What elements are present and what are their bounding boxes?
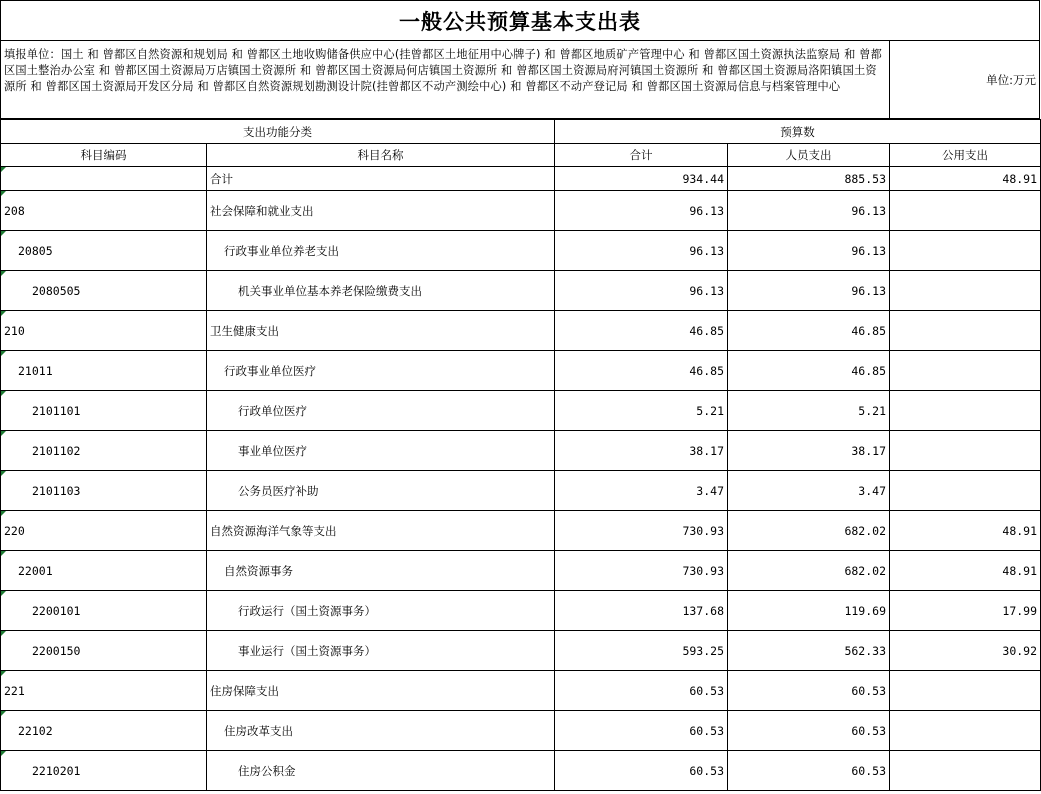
name-cell[interactable]	[207, 511, 555, 551]
table-row	[1, 311, 1041, 351]
total-code-cell[interactable]	[1, 167, 207, 191]
personnel-cell[interactable]	[728, 711, 890, 751]
personnel-cell-text: 96.13	[851, 243, 886, 258]
header-code: 科目编码	[1, 144, 207, 167]
total-cell[interactable]	[555, 271, 728, 311]
total-cell[interactable]	[555, 511, 728, 551]
total-cell[interactable]	[555, 471, 728, 511]
code-cell-text: 22102	[18, 723, 53, 738]
cell-flag-icon	[1, 751, 6, 756]
cell-flag-icon	[1, 431, 6, 436]
header-group-row	[1, 120, 1041, 144]
total-cell-text: 5.21	[696, 403, 724, 418]
code-cell[interactable]	[1, 191, 207, 231]
code-cell[interactable]	[1, 311, 207, 351]
cell-flag-icon	[1, 271, 6, 276]
personnel-cell-text: 682.02	[844, 523, 886, 538]
public-cell[interactable]	[890, 191, 1041, 231]
personnel-cell[interactable]	[728, 311, 890, 351]
public-cell[interactable]	[890, 471, 1041, 511]
total-personnel-cell[interactable]: 885.53	[728, 167, 890, 191]
name-cell[interactable]	[207, 271, 555, 311]
total-cell[interactable]	[555, 711, 728, 751]
code-cell-text: 2101101	[32, 403, 81, 418]
public-cell-text: 48.91	[1002, 563, 1038, 578]
personnel-cell[interactable]	[728, 271, 890, 311]
total-cell[interactable]	[555, 551, 728, 591]
code-cell-text: 22001	[18, 563, 53, 578]
name-cell-text: 事业运行（国土资源事务）	[238, 643, 376, 658]
name-cell[interactable]	[207, 471, 555, 511]
cell-flag-icon	[1, 711, 6, 716]
public-cell[interactable]	[890, 271, 1041, 311]
total-cell-text: 137.68	[682, 603, 724, 618]
cell-flag-icon	[1, 391, 6, 396]
total-cell-text: 730.93	[682, 563, 724, 578]
total-cell-text: 46.85	[689, 323, 724, 338]
public-cell[interactable]	[890, 591, 1041, 631]
unit-label: 单位:万元	[986, 72, 1036, 87]
cell-flag-icon	[1, 471, 6, 476]
header-total: 合计	[555, 144, 728, 167]
budget-table	[0, 119, 1041, 791]
info-row	[0, 40, 1040, 119]
code-cell-text: 2200150	[32, 643, 81, 658]
code-cell-text: 2101102	[32, 443, 81, 458]
total-cell-text: 60.53	[689, 723, 724, 738]
personnel-cell-text: 60.53	[851, 683, 886, 698]
name-cell-text: 行政事业单位养老支出	[224, 243, 339, 258]
code-cell-text: 2200101	[32, 603, 81, 618]
table-row	[1, 631, 1041, 671]
total-cell[interactable]	[555, 671, 728, 711]
personnel-cell-text: 5.21	[858, 403, 886, 418]
cell-flag-icon	[1, 591, 6, 596]
code-cell-text: 220	[4, 523, 25, 538]
name-cell[interactable]	[207, 671, 555, 711]
public-cell[interactable]	[890, 711, 1041, 751]
code-cell[interactable]	[1, 631, 207, 671]
header-public: 公用支出	[890, 144, 1041, 167]
name-cell-text: 住房保障支出	[210, 683, 279, 698]
total-cell-text: 38.17	[689, 443, 724, 458]
public-cell[interactable]	[890, 671, 1041, 711]
table-row	[1, 751, 1041, 791]
code-cell[interactable]	[1, 271, 207, 311]
code-cell-text: 210	[4, 323, 25, 338]
total-name-cell[interactable]: 合计	[207, 167, 555, 191]
name-cell-text: 行政单位医疗	[238, 403, 307, 418]
table-row	[1, 271, 1041, 311]
code-cell[interactable]	[1, 431, 207, 471]
name-cell-text: 住房改革支出	[224, 723, 293, 738]
code-cell[interactable]	[1, 671, 207, 711]
code-cell[interactable]	[1, 231, 207, 271]
name-cell-text: 自然资源海洋气象等支出	[210, 523, 337, 538]
public-cell[interactable]	[890, 391, 1041, 431]
name-cell-text: 住房公积金	[238, 763, 296, 778]
total-cell-text: 46.85	[689, 363, 724, 378]
total-total-cell[interactable]: 934.44	[555, 167, 728, 191]
cell-flag-icon	[1, 231, 6, 236]
code-cell[interactable]	[1, 591, 207, 631]
code-cell-text: 21011	[18, 363, 53, 378]
name-cell[interactable]	[207, 751, 555, 791]
name-cell[interactable]	[207, 191, 555, 231]
name-cell-text: 社会保障和就业支出	[210, 203, 314, 218]
name-cell-text: 卫生健康支出	[210, 323, 279, 338]
total-public-cell[interactable]: 48.91	[890, 167, 1041, 191]
name-cell-text: 公务员医疗补助	[238, 483, 319, 498]
personnel-cell-text: 46.85	[851, 323, 886, 338]
total-row	[1, 167, 1041, 191]
total-cell[interactable]	[555, 351, 728, 391]
total-cell[interactable]	[555, 391, 728, 431]
name-cell-text: 行政运行（国土资源事务）	[238, 603, 376, 618]
code-cell[interactable]	[1, 351, 207, 391]
public-cell-text: 30.92	[1002, 643, 1038, 658]
name-cell[interactable]	[207, 351, 555, 391]
name-cell[interactable]	[207, 591, 555, 631]
code-cell[interactable]	[1, 391, 207, 431]
header-function-class: 支出功能分类	[1, 120, 555, 144]
name-cell[interactable]	[207, 711, 555, 751]
total-cell[interactable]	[555, 751, 728, 791]
total-cell-text: 593.25	[682, 643, 724, 658]
personnel-cell-text: 96.13	[851, 283, 886, 298]
name-cell[interactable]	[207, 631, 555, 671]
personnel-cell[interactable]	[728, 191, 890, 231]
public-cell[interactable]	[890, 511, 1041, 551]
cell-flag-icon	[1, 191, 6, 196]
sheet-title: 一般公共预算基本支出表	[0, 0, 1040, 40]
public-cell[interactable]	[890, 431, 1041, 471]
public-cell[interactable]	[890, 351, 1041, 391]
cell-flag-icon	[1, 511, 6, 516]
total-cell[interactable]	[555, 431, 728, 471]
name-cell[interactable]	[207, 391, 555, 431]
total-cell-text: 60.53	[689, 683, 724, 698]
cell-flag-icon	[1, 671, 6, 676]
total-cell-text: 3.47	[696, 483, 724, 498]
public-cell[interactable]	[890, 231, 1041, 271]
fill-unit-label: 填报单位：国土 和 曾都区自然资源和规划局 和 曾都区土地收购储备供应中心(挂曾都区土地征用中心牌子) 和 曾都区地质矿产管理中心 和 曾都区国土资源执法监察局 和 曾都区国土整治办公室 和 曾都区国土资源局万店镇国土资源所 和 曾都区国土资源局何店镇国土资源所 和 曾都区国土资源局府河镇国土资源所 和 曾都区国土资源局洛阳镇国土资源所 和 曾都区国土资源局开发区分局 和 曾都区自然资源规划勘测设计院(挂曾都区不动产测绘中心) 和 曾都区不动产登记局 和 曾都区国土资源局信息与档案管理中心	[1, 41, 890, 118]
personnel-cell[interactable]	[728, 751, 890, 791]
personnel-cell[interactable]	[728, 551, 890, 591]
cell-flag-icon	[1, 311, 6, 316]
table-row	[1, 551, 1041, 591]
name-cell[interactable]	[207, 231, 555, 271]
total-cell[interactable]	[555, 311, 728, 351]
name-cell[interactable]	[207, 551, 555, 591]
name-cell[interactable]	[207, 431, 555, 471]
table-row	[1, 391, 1041, 431]
personnel-cell-text: 562.33	[844, 643, 886, 658]
table-row	[1, 591, 1041, 631]
table-row	[1, 231, 1041, 271]
personnel-cell[interactable]	[728, 351, 890, 391]
personnel-cell-text: 60.53	[851, 723, 886, 738]
personnel-cell[interactable]	[728, 391, 890, 431]
name-cell-text: 事业单位医疗	[238, 443, 307, 458]
total-cell-text: 730.93	[682, 523, 724, 538]
code-cell[interactable]	[1, 551, 207, 591]
code-cell-text: 208	[4, 203, 25, 218]
total-cell-text: 96.13	[689, 283, 724, 298]
personnel-cell-text: 96.13	[851, 203, 886, 218]
personnel-cell-text: 119.69	[844, 603, 886, 618]
public-cell[interactable]	[890, 551, 1041, 591]
cell-flag-icon	[1, 167, 6, 172]
table-row	[1, 431, 1041, 471]
public-cell[interactable]	[890, 311, 1041, 351]
code-cell[interactable]	[1, 471, 207, 511]
personnel-cell[interactable]	[728, 511, 890, 551]
table-row	[1, 671, 1041, 711]
personnel-cell-text: 682.02	[844, 563, 886, 578]
total-cell[interactable]	[555, 631, 728, 671]
personnel-cell-text: 38.17	[851, 443, 886, 458]
table-row	[1, 191, 1041, 231]
public-cell-text: 48.91	[1002, 523, 1038, 538]
cell-flag-icon	[1, 631, 6, 636]
total-cell[interactable]	[555, 591, 728, 631]
total-cell[interactable]	[555, 231, 728, 271]
header-name: 科目名称	[207, 144, 555, 167]
table-row	[1, 351, 1041, 391]
code-cell[interactable]	[1, 711, 207, 751]
total-cell-text: 60.53	[689, 763, 724, 778]
public-cell[interactable]	[890, 751, 1041, 791]
name-cell-text: 行政事业单位医疗	[224, 363, 316, 378]
code-cell-text: 221	[4, 683, 25, 698]
name-cell[interactable]	[207, 311, 555, 351]
header-personnel: 人员支出	[728, 144, 890, 167]
total-cell[interactable]	[555, 191, 728, 231]
total-cell-text: 96.13	[689, 243, 724, 258]
code-cell-text: 2080505	[32, 283, 81, 298]
cell-flag-icon	[1, 551, 6, 556]
header-column-row	[1, 144, 1041, 167]
personnel-cell-text: 60.53	[851, 763, 886, 778]
personnel-cell[interactable]	[728, 471, 890, 511]
code-cell[interactable]	[1, 511, 207, 551]
name-cell-text: 自然资源事务	[224, 563, 293, 578]
table-row	[1, 711, 1041, 751]
code-cell-text: 2210201	[32, 763, 81, 778]
cell-flag-icon	[1, 351, 6, 356]
public-cell-text: 17.99	[1002, 603, 1038, 618]
personnel-cell[interactable]	[728, 631, 890, 671]
code-cell-text: 20805	[18, 243, 53, 258]
table-row	[1, 511, 1041, 551]
code-cell-text: 2101103	[32, 483, 81, 498]
header-budget: 预算数	[555, 120, 1041, 144]
personnel-cell[interactable]	[728, 231, 890, 271]
personnel-cell-text: 3.47	[858, 483, 886, 498]
personnel-cell-text: 46.85	[851, 363, 886, 378]
personnel-cell[interactable]	[728, 431, 890, 471]
code-cell[interactable]	[1, 751, 207, 791]
total-cell-text: 96.13	[689, 203, 724, 218]
name-cell-text: 机关事业单位基本养老保险缴费支出	[238, 283, 422, 298]
public-cell[interactable]	[890, 631, 1041, 671]
personnel-cell[interactable]	[728, 591, 890, 631]
table-row	[1, 471, 1041, 511]
personnel-cell[interactable]	[728, 671, 890, 711]
